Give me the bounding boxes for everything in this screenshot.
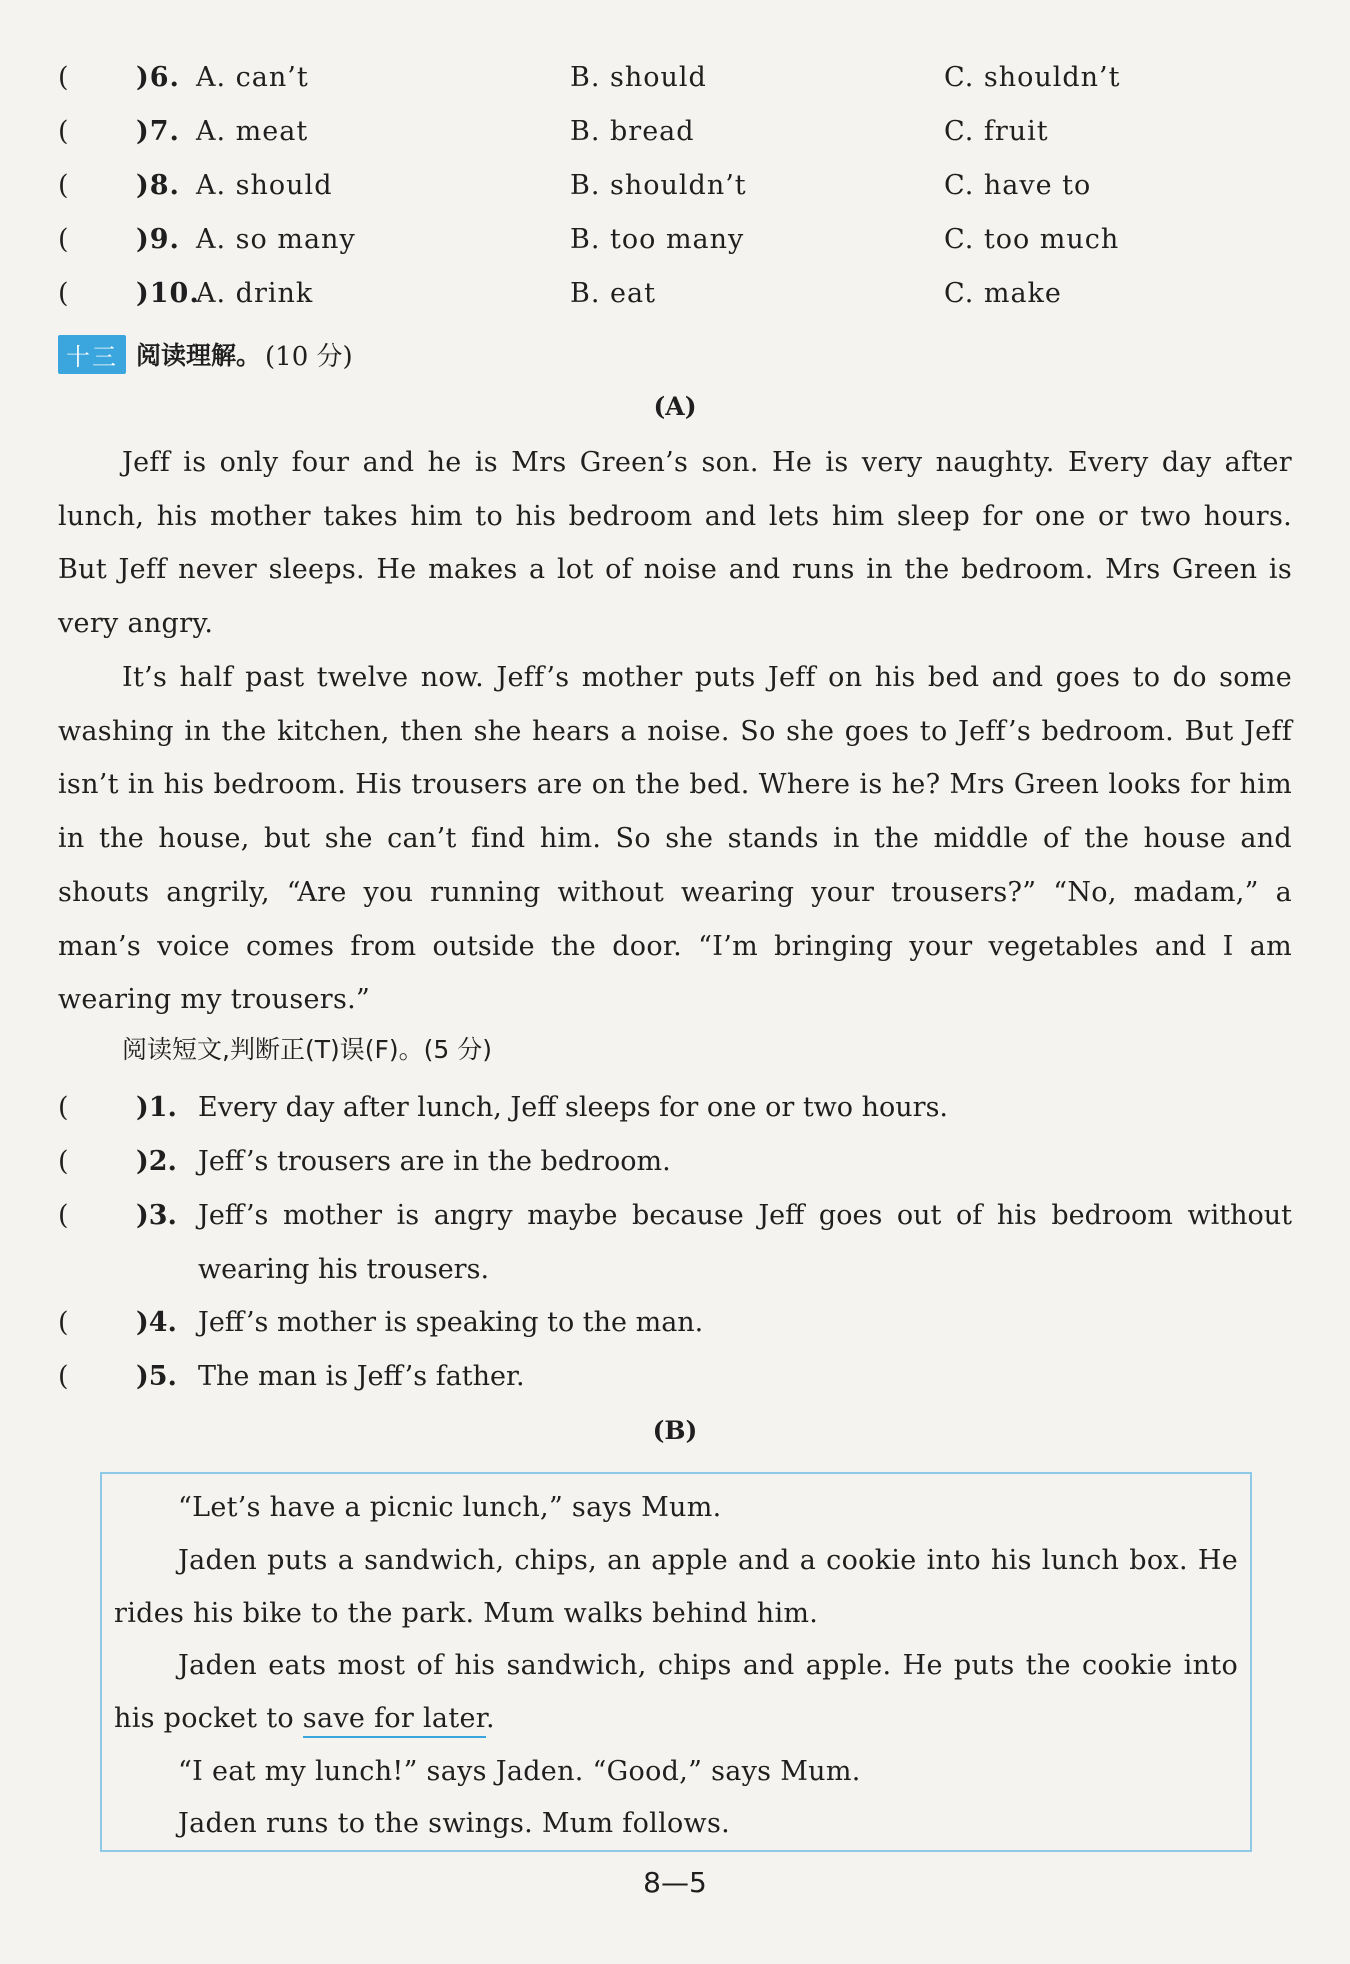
option-c: C. too much xyxy=(944,224,1120,255)
option-c: C. shouldn’t xyxy=(944,62,1121,93)
question-number: )7. xyxy=(136,116,180,147)
option-a: A. should xyxy=(196,170,333,201)
choice-row-8 xyxy=(58,170,1298,210)
passage-a-paragraph-1: Jeff is only four and he is Mrs Green’s son. He is very naughty. Every day after lunch, his mother takes him to his bedroom and lets him sleep for one or two hours. But Jeff never sleeps. He makes a lot of noise and runs in the bedroom. Mrs Green is very angry. xyxy=(58,447,1292,640)
true-false-instruction: 阅读短文,判断正(T)误(F)。(5 分) xyxy=(122,1035,492,1064)
choice-row-10 xyxy=(58,278,1298,318)
answer-blank[interactable]: ( xyxy=(58,62,70,93)
answer-blank[interactable]: ( xyxy=(58,1092,69,1123)
answer-blank[interactable]: ( xyxy=(58,170,70,201)
question-number: )8. xyxy=(136,170,180,201)
question-text: The man is Jeff’s father. xyxy=(198,1361,525,1392)
option-a: A. can’t xyxy=(196,62,309,93)
option-c: C. fruit xyxy=(944,116,1049,147)
answer-blank[interactable]: ( xyxy=(58,278,70,309)
choice-row-7 xyxy=(58,116,1298,156)
answer-blank[interactable]: ( xyxy=(58,224,70,255)
paragraph-text: Jaden eats most of his sandwich, chips and apple. He puts the cookie into his pocket to xyxy=(114,1650,1238,1734)
answer-blank[interactable]: ( xyxy=(58,1146,69,1177)
passage-b-box xyxy=(100,1472,1252,1852)
page-number: 8—5 xyxy=(643,1866,707,1899)
passage-b-paragraph-1: “Let’s have a picnic lunch,” says Mum. xyxy=(178,1492,722,1523)
question-text: Jeff’s mother is angry maybe because Jeff goes out of his bedroom without wearing his trousers. xyxy=(198,1200,1292,1285)
question-text: Every day after lunch, Jeff sleeps for one or two hours. xyxy=(198,1092,949,1123)
passage-b-paragraph-4: “I eat my lunch!” says Jaden. “Good,” says Mum. xyxy=(178,1756,861,1787)
answer-blank[interactable]: ( xyxy=(58,1307,69,1338)
option-a: A. meat xyxy=(196,116,309,147)
option-b: B. bread xyxy=(570,116,695,147)
option-a: A. so many xyxy=(196,224,356,255)
passage-b-paragraph-3 xyxy=(114,1640,1238,1745)
passage-a-title: (A) xyxy=(653,392,697,421)
question-number: )1. xyxy=(136,1092,177,1123)
option-b: B. should xyxy=(570,62,707,93)
question-number: )4. xyxy=(136,1307,177,1338)
option-c: C. have to xyxy=(944,170,1092,201)
option-a: A. drink xyxy=(196,278,314,309)
answer-blank[interactable]: ( xyxy=(58,1361,69,1392)
question-number: )2. xyxy=(136,1146,177,1177)
question-number: )9. xyxy=(136,224,180,255)
passage-b-paragraph-5: Jaden runs to the swings. Mum follows. xyxy=(178,1808,731,1839)
section-title: 阅读理解。 xyxy=(136,341,262,370)
paragraph-text: . xyxy=(486,1702,495,1734)
question-text: Jeff’s trousers are in the bedroom. xyxy=(198,1146,671,1177)
option-b: B. eat xyxy=(570,278,656,309)
choice-row-6 xyxy=(58,62,1298,102)
option-b: B. shouldn’t xyxy=(570,170,747,201)
option-b: B. too many xyxy=(570,224,745,255)
section-heading xyxy=(58,334,353,374)
question-text: Jeff’s mother is speaking to the man. xyxy=(198,1307,704,1338)
passage-a-paragraph-2: It’s half past twelve now. Jeff’s mother puts Jeff on his bed and goes to do some washing in the kitchen, then she hears a noise. So she goes to Jeff’s bedroom. But Jeff isn’t in his bedroom. His trousers are on the bed. Where is he? Mrs Green looks for him in the house, but she can’t find him. So she stands in the middle of the house and shouts angrily, “Are you running without wearing your trousers?” “No, madam,” a man’s voice comes from outside the door. “I’m bringing your vegetables and I am wearing my trousers.” xyxy=(58,662,1292,1016)
question-number: )3. xyxy=(136,1200,177,1231)
choice-row-9 xyxy=(58,224,1298,264)
option-c: C. make xyxy=(944,278,1062,309)
section-number-badge: 十三 xyxy=(58,335,126,374)
passage-b-paragraph-2: Jaden puts a sandwich, chips, an apple and a cookie into his lunch box. He rides his bike to the park. Mum walks behind him. xyxy=(114,1545,1238,1629)
passage-b-title: (B) xyxy=(652,1416,698,1445)
question-number: )6. xyxy=(136,62,180,93)
answer-blank[interactable]: ( xyxy=(58,116,70,147)
answer-blank[interactable]: ( xyxy=(58,1200,69,1231)
question-number: )10. xyxy=(136,278,200,309)
section-score: (10 分) xyxy=(265,341,353,372)
underlined-phrase: save for later xyxy=(303,1703,486,1738)
question-number: )5. xyxy=(136,1361,177,1392)
